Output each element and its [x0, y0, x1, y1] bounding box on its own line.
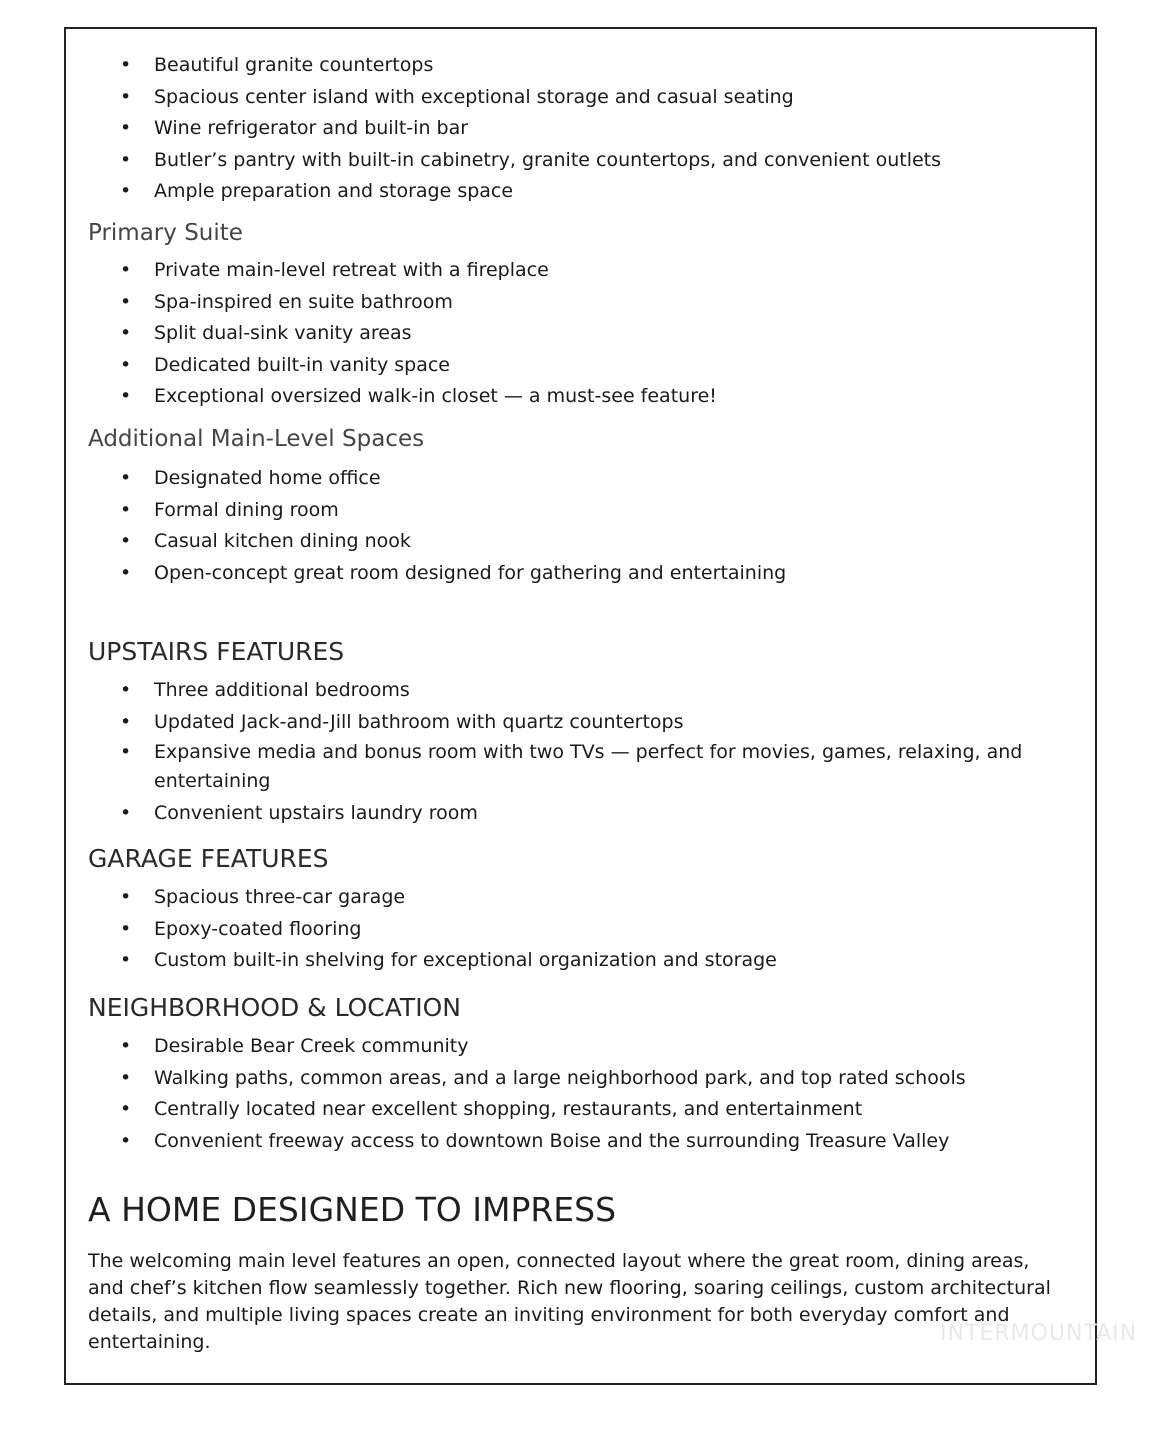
list-item: • Open-concept great room designed for gathering and entertaining	[120, 558, 1050, 590]
list-item: • Ample preparation and storage space	[120, 176, 1050, 208]
list-item: • Convenient upstairs laundry room	[120, 798, 1050, 830]
home-designed-heading: A HOME DESIGNED TO IMPRESS	[88, 1190, 617, 1229]
list-item: • Beautiful granite countertops	[120, 50, 1050, 82]
list-item: • Custom built-in shelving for exceptional organization and storage	[120, 945, 1050, 977]
list-item: • Designated home office	[120, 463, 1050, 495]
list-item: • Updated Jack-and-Jill bathroom with quartz countertops	[120, 707, 1050, 739]
additional-main-list	[120, 463, 1050, 589]
list-item: • Formal dining room	[120, 495, 1050, 527]
list-item: • Epoxy-coated flooring	[120, 914, 1050, 946]
list-item: • Expansive media and bonus room with two TVs — perfect for movies, games, relaxing, and entertaining	[120, 738, 1050, 796]
kitchen-feature-list	[120, 50, 1050, 208]
list-item: • Convenient freeway access to downtown Boise and the surrounding Treasure Valley	[120, 1126, 1050, 1158]
list-item: • Walking paths, common areas, and a large neighborhood park, and top rated schools	[120, 1063, 1050, 1095]
list-item: • Wine refrigerator and built-in bar	[120, 113, 1050, 145]
neighborhood-list	[120, 1031, 1050, 1157]
primary-suite-heading: Primary Suite	[88, 220, 243, 246]
upstairs-heading: UPSTAIRS FEATURES	[88, 637, 345, 666]
upstairs-list	[120, 675, 1050, 830]
list-item: • Three additional bedrooms	[120, 675, 1050, 707]
list-item: • Centrally located near excellent shopping, restaurants, and entertainment	[120, 1094, 1050, 1126]
list-item: • Casual kitchen dining nook	[120, 526, 1050, 558]
garage-list	[120, 882, 1050, 977]
list-item: • Private main-level retreat with a fireplace	[120, 255, 1050, 287]
primary-suite-list	[120, 255, 1050, 413]
additional-main-heading: Additional Main-Level Spaces	[88, 426, 425, 452]
list-item: • Spacious center island with exceptional storage and casual seating	[120, 82, 1050, 114]
list-item: • Spacious three-car garage	[120, 882, 1050, 914]
neighborhood-heading: NEIGHBORHOOD & LOCATION	[88, 993, 461, 1022]
list-item: • Dedicated built-in vanity space	[120, 350, 1050, 382]
list-item: • Butler’s pantry with built-in cabinetry, granite countertops, and convenient outlets	[120, 145, 1050, 177]
list-item: • Spa-inspired en suite bathroom	[120, 287, 1050, 319]
home-description-paragraph: The welcoming main level features an open, connected layout where the great room, dining areas, and chef’s kitchen flow seamlessly together. Rich new flooring, soaring ceilings, custom architectural details, and multiple living spaces create an inviting environment for both everyday comfort and entertaining.	[88, 1250, 1051, 1353]
watermark-text: INTERMOUNTAIN	[940, 1321, 1138, 1346]
list-item: • Exceptional oversized walk-in closet — a must-see feature!	[120, 381, 1050, 413]
garage-heading: GARAGE FEATURES	[88, 844, 329, 873]
list-item: • Split dual-sink vanity areas	[120, 318, 1050, 350]
list-item: • Desirable Bear Creek community	[120, 1031, 1050, 1063]
